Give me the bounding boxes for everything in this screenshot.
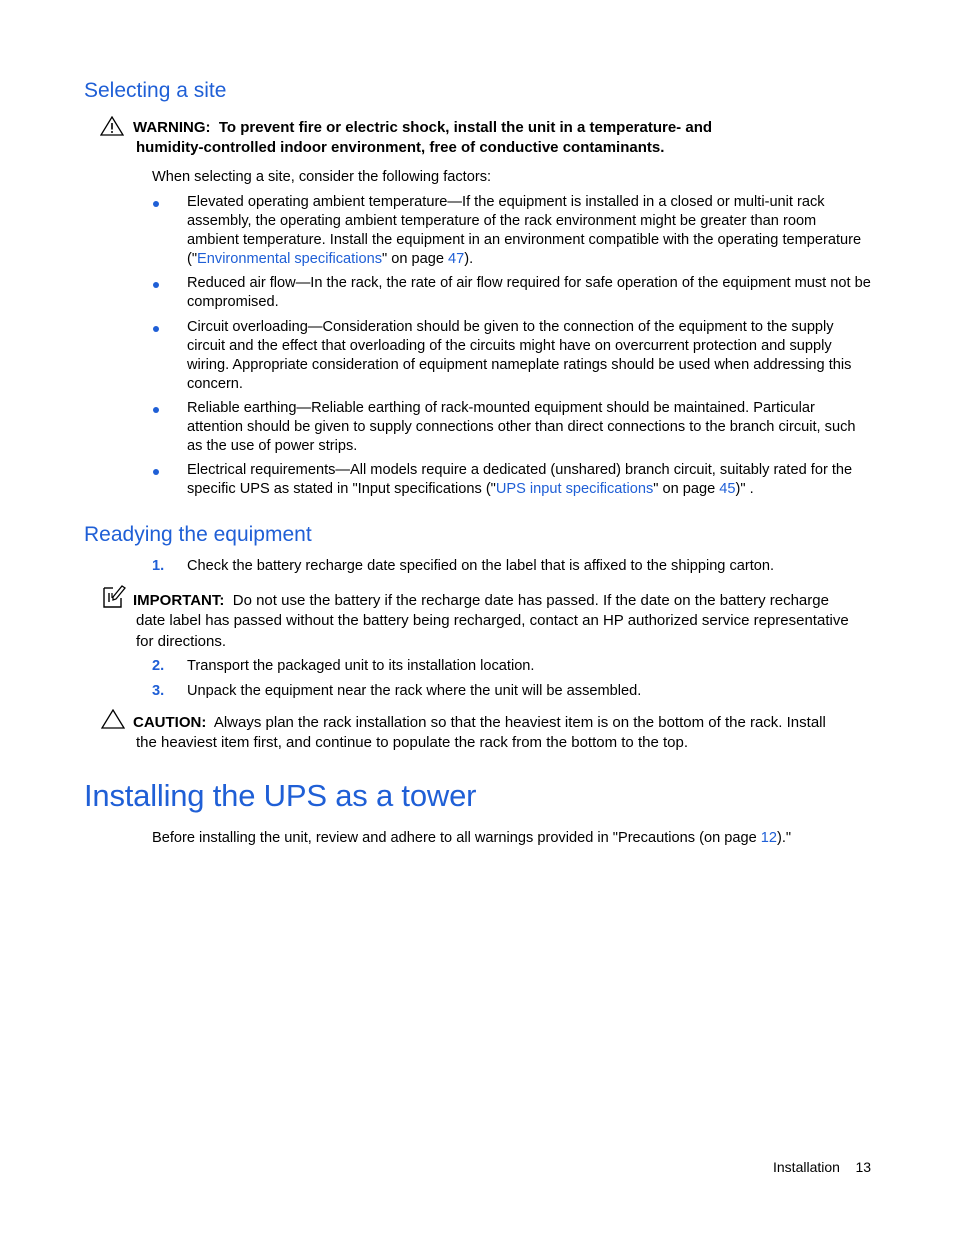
list-item-air-flow: Reduced air flow—In the rack, the rate of air flow required for safe operation of the equipment must not be compromised. xyxy=(187,275,871,310)
bullet-dot xyxy=(153,282,159,288)
list-item-circuit-overloading: Circuit overloading—Consideration should be given to the connection of the equipment to the supply circuit and the effect that overloading of the circuits might have on overcurrent protection and supply wiring. Appropriate consideration of equipment nameplate ratings should be used when addressing this concern. xyxy=(187,319,852,392)
important-text-line2: date label has passed without the battery being recharged, contact an HP authorized service representative xyxy=(136,612,849,629)
step-3-text: Unpack the equipment near the rack where the unit will be assembled. xyxy=(187,683,642,699)
warning-text-line2: humidity-controlled indoor environment, free of conductive contaminants. xyxy=(136,139,665,156)
list-item-electrical-requirements xyxy=(187,461,871,499)
section-heading-selecting-a-site: Selecting a site xyxy=(84,79,227,102)
important-label: IMPORTANT: xyxy=(133,592,225,609)
tower-intro-text-part: )." xyxy=(777,830,792,846)
tower-intro-text xyxy=(152,829,791,848)
footer-page-number: 13 xyxy=(855,1159,872,1175)
important-notice xyxy=(133,591,829,612)
step-number-1: 1. xyxy=(152,558,165,574)
list-item-ambient-temperature xyxy=(187,193,871,269)
warning-triangle-icon xyxy=(100,116,124,136)
step-number-2: 2. xyxy=(152,658,165,674)
bullet-dot xyxy=(153,201,159,207)
chapter-heading-installing-ups-tower: Installing the UPS as a tower xyxy=(84,778,477,813)
tower-intro-text-part: Before installing the unit, review and adhere to all warnings provided in "Precautions (on page xyxy=(152,830,761,846)
ups-input-specifications-link[interactable]: UPS input specifications xyxy=(495,481,654,497)
important-note-icon xyxy=(101,584,127,610)
list-item-text: Elevated operating ambient temperature—If the equipment is installed in a closed or multi-unit rack assembly, the operating ambient temperature of the rack environment might be greater than room ambient temperature. Install the equipment in an environment compatible with the operating temperature (" xyxy=(187,194,862,267)
caution-label: CAUTION: xyxy=(133,714,207,731)
environmental-specifications-link[interactable]: Environmental specifications xyxy=(197,251,382,267)
warning-notice xyxy=(133,118,873,139)
list-item-text: )" . xyxy=(735,481,754,497)
list-item-text: ). xyxy=(464,251,474,267)
step-1-text: Check the battery recharge date specified on the label that is affixed to the shipping carton. xyxy=(187,558,775,574)
important-text-line1: Do not use the battery if the recharge date has passed. If the date on the battery recharge xyxy=(232,592,829,609)
footer-section-name: Installation xyxy=(773,1159,840,1175)
section-heading-readying-the-equipment: Readying the equipment xyxy=(84,523,312,546)
list-item-text: " on page xyxy=(653,481,720,497)
caution-triangle-icon xyxy=(101,709,125,729)
page-footer xyxy=(773,1159,871,1175)
step-2-text: Transport the packaged unit to its installation location. xyxy=(187,658,535,674)
list-item-reliable-earthing: Reliable earthing—Reliable earthing of rack-mounted equipment should be maintained. Particular attention should be given to supply connections other than direct connections to the branch circuit, such as the use of power strips. xyxy=(187,400,856,454)
bullet-dot xyxy=(153,407,159,413)
warning-label: WARNING: xyxy=(133,119,211,136)
step-number-3: 3. xyxy=(152,683,165,699)
list-item-text: Electrical requirements—All models require a dedicated (unshared) branch circuit, suitably rated for the specific UPS as stated in "Input specifications (" xyxy=(187,462,853,497)
bullet-dot xyxy=(153,469,159,475)
caution-text-line2: the heaviest item first, and continue to populate the rack from the bottom to the top. xyxy=(136,734,688,751)
caution-notice xyxy=(133,713,826,734)
bullet-dot xyxy=(153,326,159,332)
page-12-link[interactable]: 12 xyxy=(760,830,777,846)
page-45-link[interactable]: 45 xyxy=(719,481,736,497)
warning-text-line1: To prevent fire or electric shock, install the unit in a temperature- and xyxy=(218,119,713,136)
list-item-text: " on page xyxy=(382,251,449,267)
important-text-line3: for directions. xyxy=(136,633,227,650)
site-intro-text: When selecting a site, consider the following factors: xyxy=(152,169,492,185)
page-47-link[interactable]: 47 xyxy=(448,251,465,267)
caution-text-line1: Always plan the rack installation so that the heaviest item is on the bottom of the rack. Install xyxy=(213,714,826,731)
